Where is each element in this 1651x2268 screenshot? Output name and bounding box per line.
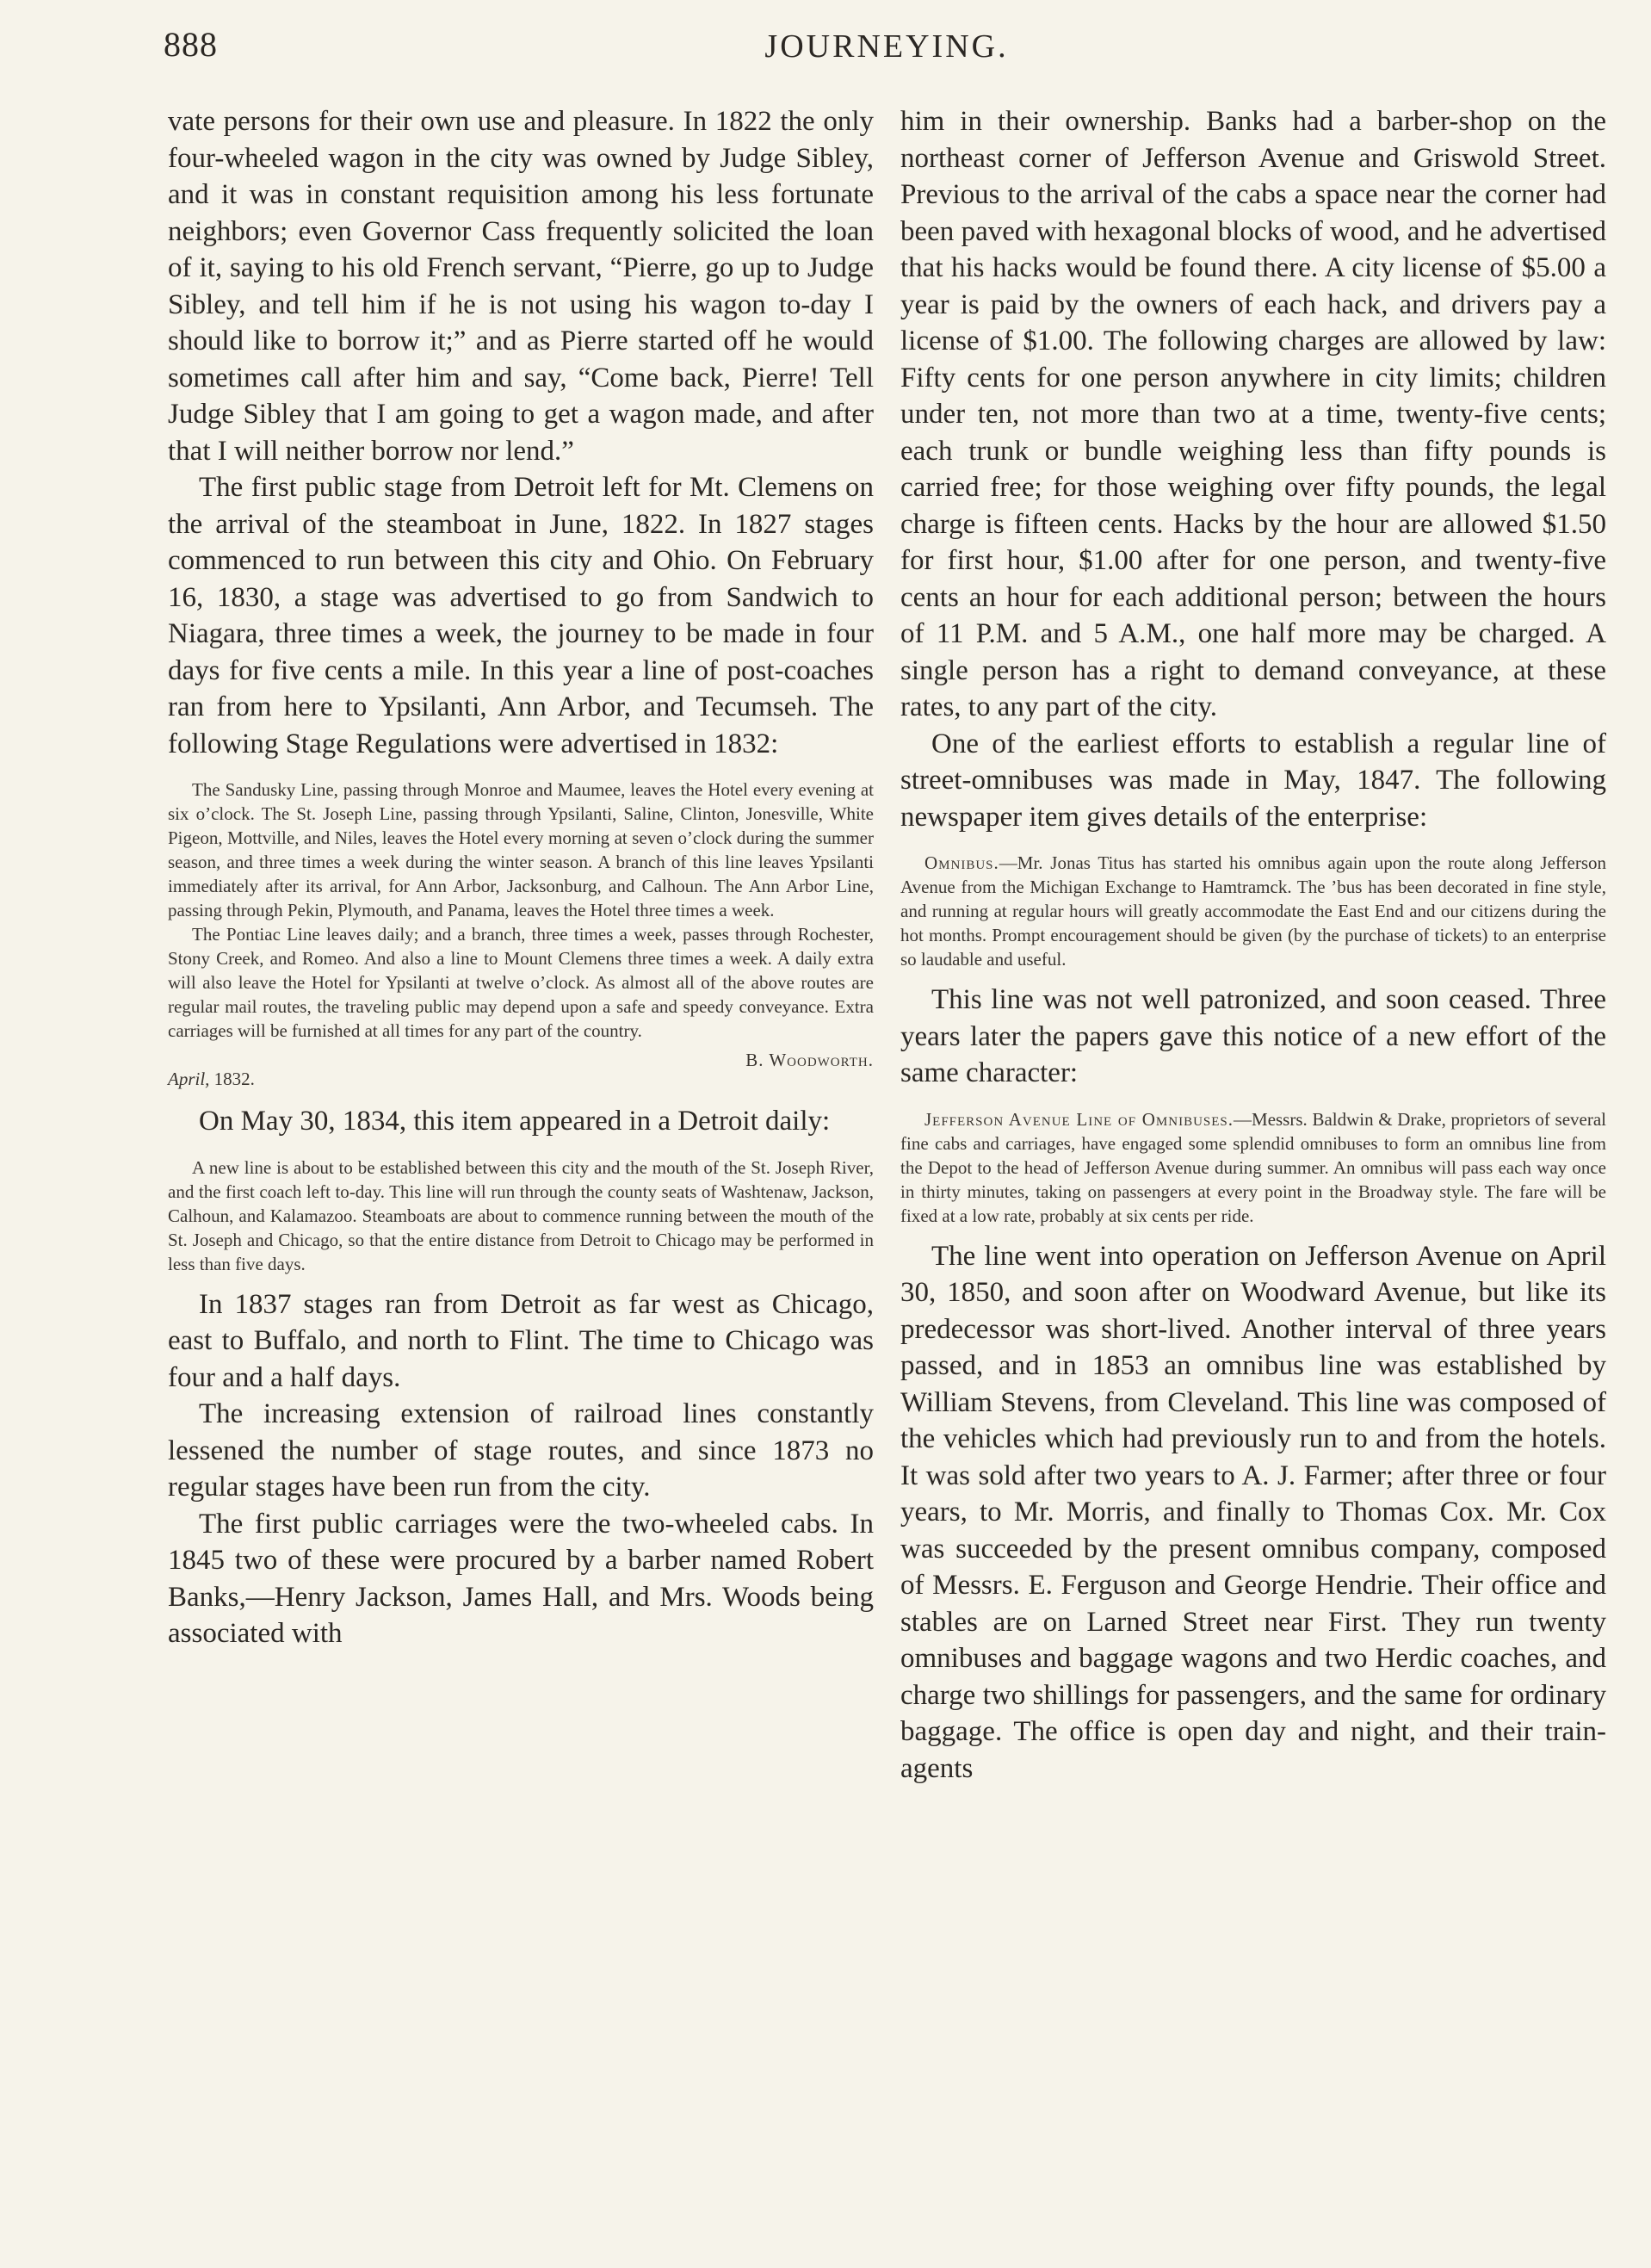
quote-body: —Messrs. Baldwin & Drake, proprietors of several fine cabs and carriages, have engaged some splendid omnibuses to form an omnibus line from the Depot to the head of Jefferson Avenue during summer. An omnibus will pass each way once in thirty minutes, taking on passengers at every point in the Broadway style. The fare will be fixed at a low rate, probably at six cents per ride. [900,1108,1606,1226]
paragraph: The first public carriages were the two-wheeled cabs. In 1845 two of these were procured by a barber named Robert Banks,—Henry Jackson, James Hall, and Mrs. Woods being associated with [168,1508,874,1649]
paragraph: One of the earliest efforts to establish a regular line of street-omnibuses was made in May, 1847. The following newspaper item gives details of the enterprise: [900,728,1606,833]
dateline-year: 1832. [213,1069,255,1089]
paragraph: On May 30, 1834, this item appeared in a Detroit daily: [199,1106,831,1137]
quote-paragraph [900,1107,1606,1228]
left-column [168,103,874,1652]
page-number: 888 [164,25,218,64]
quote-signature: B. Woodworth. [745,1050,874,1070]
paragraph: This line was not well patronized, and soon ceased. Three years later the papers gave this notice of a new effort of the same character: [900,984,1606,1088]
paragraph: him in their ownership. Banks had a barber-shop on the northeast corner of Jefferson Avenue and Griswold Street. Previous to the arrival of the cabs a space near the corner had been paved with hexagonal blocks of wood, and he advertised that his hacks would be found there. A city license of $5.00 a year is paid by the owners of each hack, and drivers pay a license of $1.00. The following charges are allowed by law: Fifty cents for one person anywhere in city limits; children under ten, not more than two at a time, twenty-five cents; each trunk or bundle weighing less than fifty pounds is carried free; for those weighing over fifty pounds, the legal charge is fifteen cents. Hacks by the hour are allowed $1.50 for first hour, $1.00 after for one person, and twenty-five cents an hour for each additional person; between the hours of 11 P.M. and 5 A.M., one half more may be charged. A single person has a right to demand conveyance, at these rates, to any part of the city. [900,106,1606,722]
quote-heading: Omnibus. [924,852,999,873]
running-head: JOURNEYING. [764,28,1009,65]
quote-paragraph: The Sandusky Line, passing through Monroe and Maumee, leaves the Hotel every evening at six o’clock. The St. Joseph Line, passing through Ypsilanti, Saline, Clinton, Jonesville, White Pigeon, Mottville, and Niles, leaves the Hotel every morning at seven o’clock during the summer season, and three times a week during the winter season. A branch of this line leaves Ypsilanti immediately after its arrival, for Ann Arbor, Jacksonburg, and Calhoun. The Ann Arbor Line, passing through Pekin, Plymouth, and Panama, leaves the Hotel three times a week. [168,779,874,920]
quote-paragraph: The Pontiac Line leaves daily; and a branch, three times a week, passes through Rochester, Stony Creek, and Romeo. And also a line to Mount Clemens three times a week. A daily extra will also leave the Hotel for Ypsilanti at twelve o’clock. As almost all of the above routes are regular mail routes, the traveling public may depend upon a safe and speedy conveyance. Extra carriages will be furnished at all times for any part of the country. [168,924,874,1041]
right-column [900,103,1606,1787]
quote-paragraph: A new line is about to be established between this city and the mouth of the St. Joseph River, and the first coach left to-day. This line will run through the county seats of Washtenaw, Jackson, Calhoun, and Kalamazoo. Steamboats are about to commence running between the mouth of the St. Joseph and Chicago, so that the entire distance from Detroit to Chicago may be performed in less than five days. [168,1156,874,1274]
paragraph: The increasing extension of railroad lines constantly lessened the number of stage routes, and since 1873 no regular stages have been run from the city. [168,1398,874,1503]
block-quote-omnibus [900,851,1606,971]
quote-paragraph [900,851,1606,971]
page-header [164,24,1610,72]
block-quote-stage-regulations [168,778,874,1091]
paragraph: The line went into operation on Jefferson Avenue on April 30, 1850, and soon after on Woodward Avenue, but like its predecessor was short-lived. Another interval of three years passed, and in 1853 an omnibus line was established by William Stevens, from Cleveland. This line was composed of the vehicles which had previously run to and from the hotels. It was sold after two years to A. J. Farmer; after three or four years, to Mr. Morris, and finally to Thomas Cox. Mr. Cox was succeeded by the present omnibus company, composed of Messrs. E. Ferguson and George Hendrie. Their office and stables are on Larned Street near First. They run twenty omnibuses and baggage wagons and two Herdic coaches, and charge two shillings for passengers, and the same for ordinary baggage. The office is open day and night, and their train-agents [900,1240,1606,1784]
block-quote-new-line [168,1156,874,1276]
dateline-month: April, [168,1069,210,1089]
paragraph: vate persons for their own use and pleasure. In 1822 the only four-wheeled wagon in the city was owned by Judge Sibley, and it was in constant requisition among his less fortunate neighbors; even Governor Cass frequently solicited the loan of it, saying to his old French servant, “Pierre, go up to Judge Sibley, and tell him if he is not using his wagon to-day I should like to borrow it;” and as Pierre started off he would sometimes call after him and say, “Come back, Pierre! Tell Judge Sibley that I am going to get a wagon made, and after that I will neither borrow nor lend.” [168,106,874,467]
block-quote-jefferson-omnibuses [900,1107,1606,1228]
paragraph: In 1837 stages ran from Detroit as far west as Chicago, east to Buffalo, and north to Flint. The time to Chicago was four and a half days. [168,1288,874,1393]
paragraph: The first public stage from Detroit left for Mt. Clemens on the arrival of the steamboat in June, 1822. In 1827 stages commenced to run between this city and Ohio. On February 16, 1830, a stage was advertised to go from Sandwich to Niagara, three times a week, the journey to be made in four days for five cents a mile. In this year a line of post-coaches ran from here to Ypsilanti, Ann Arbor, and Tecumseh. The following Stage Regulations were advertised in 1832: [168,472,874,759]
quote-heading: Jefferson Avenue Line of Omnibuses. [924,1108,1234,1130]
quote-body: —Mr. Jonas Titus has started his omnibus again upon the route along Jefferson Avenue from the Michigan Exchange to Hamtramck. The ’bus has been decorated in fine style, and running at regular hours will greatly accommodate the East End and our citizens during the hot months. Prompt encouragement should be given (by the purchase of tickets) to an enterprise so laudable and useful. [900,852,1606,970]
